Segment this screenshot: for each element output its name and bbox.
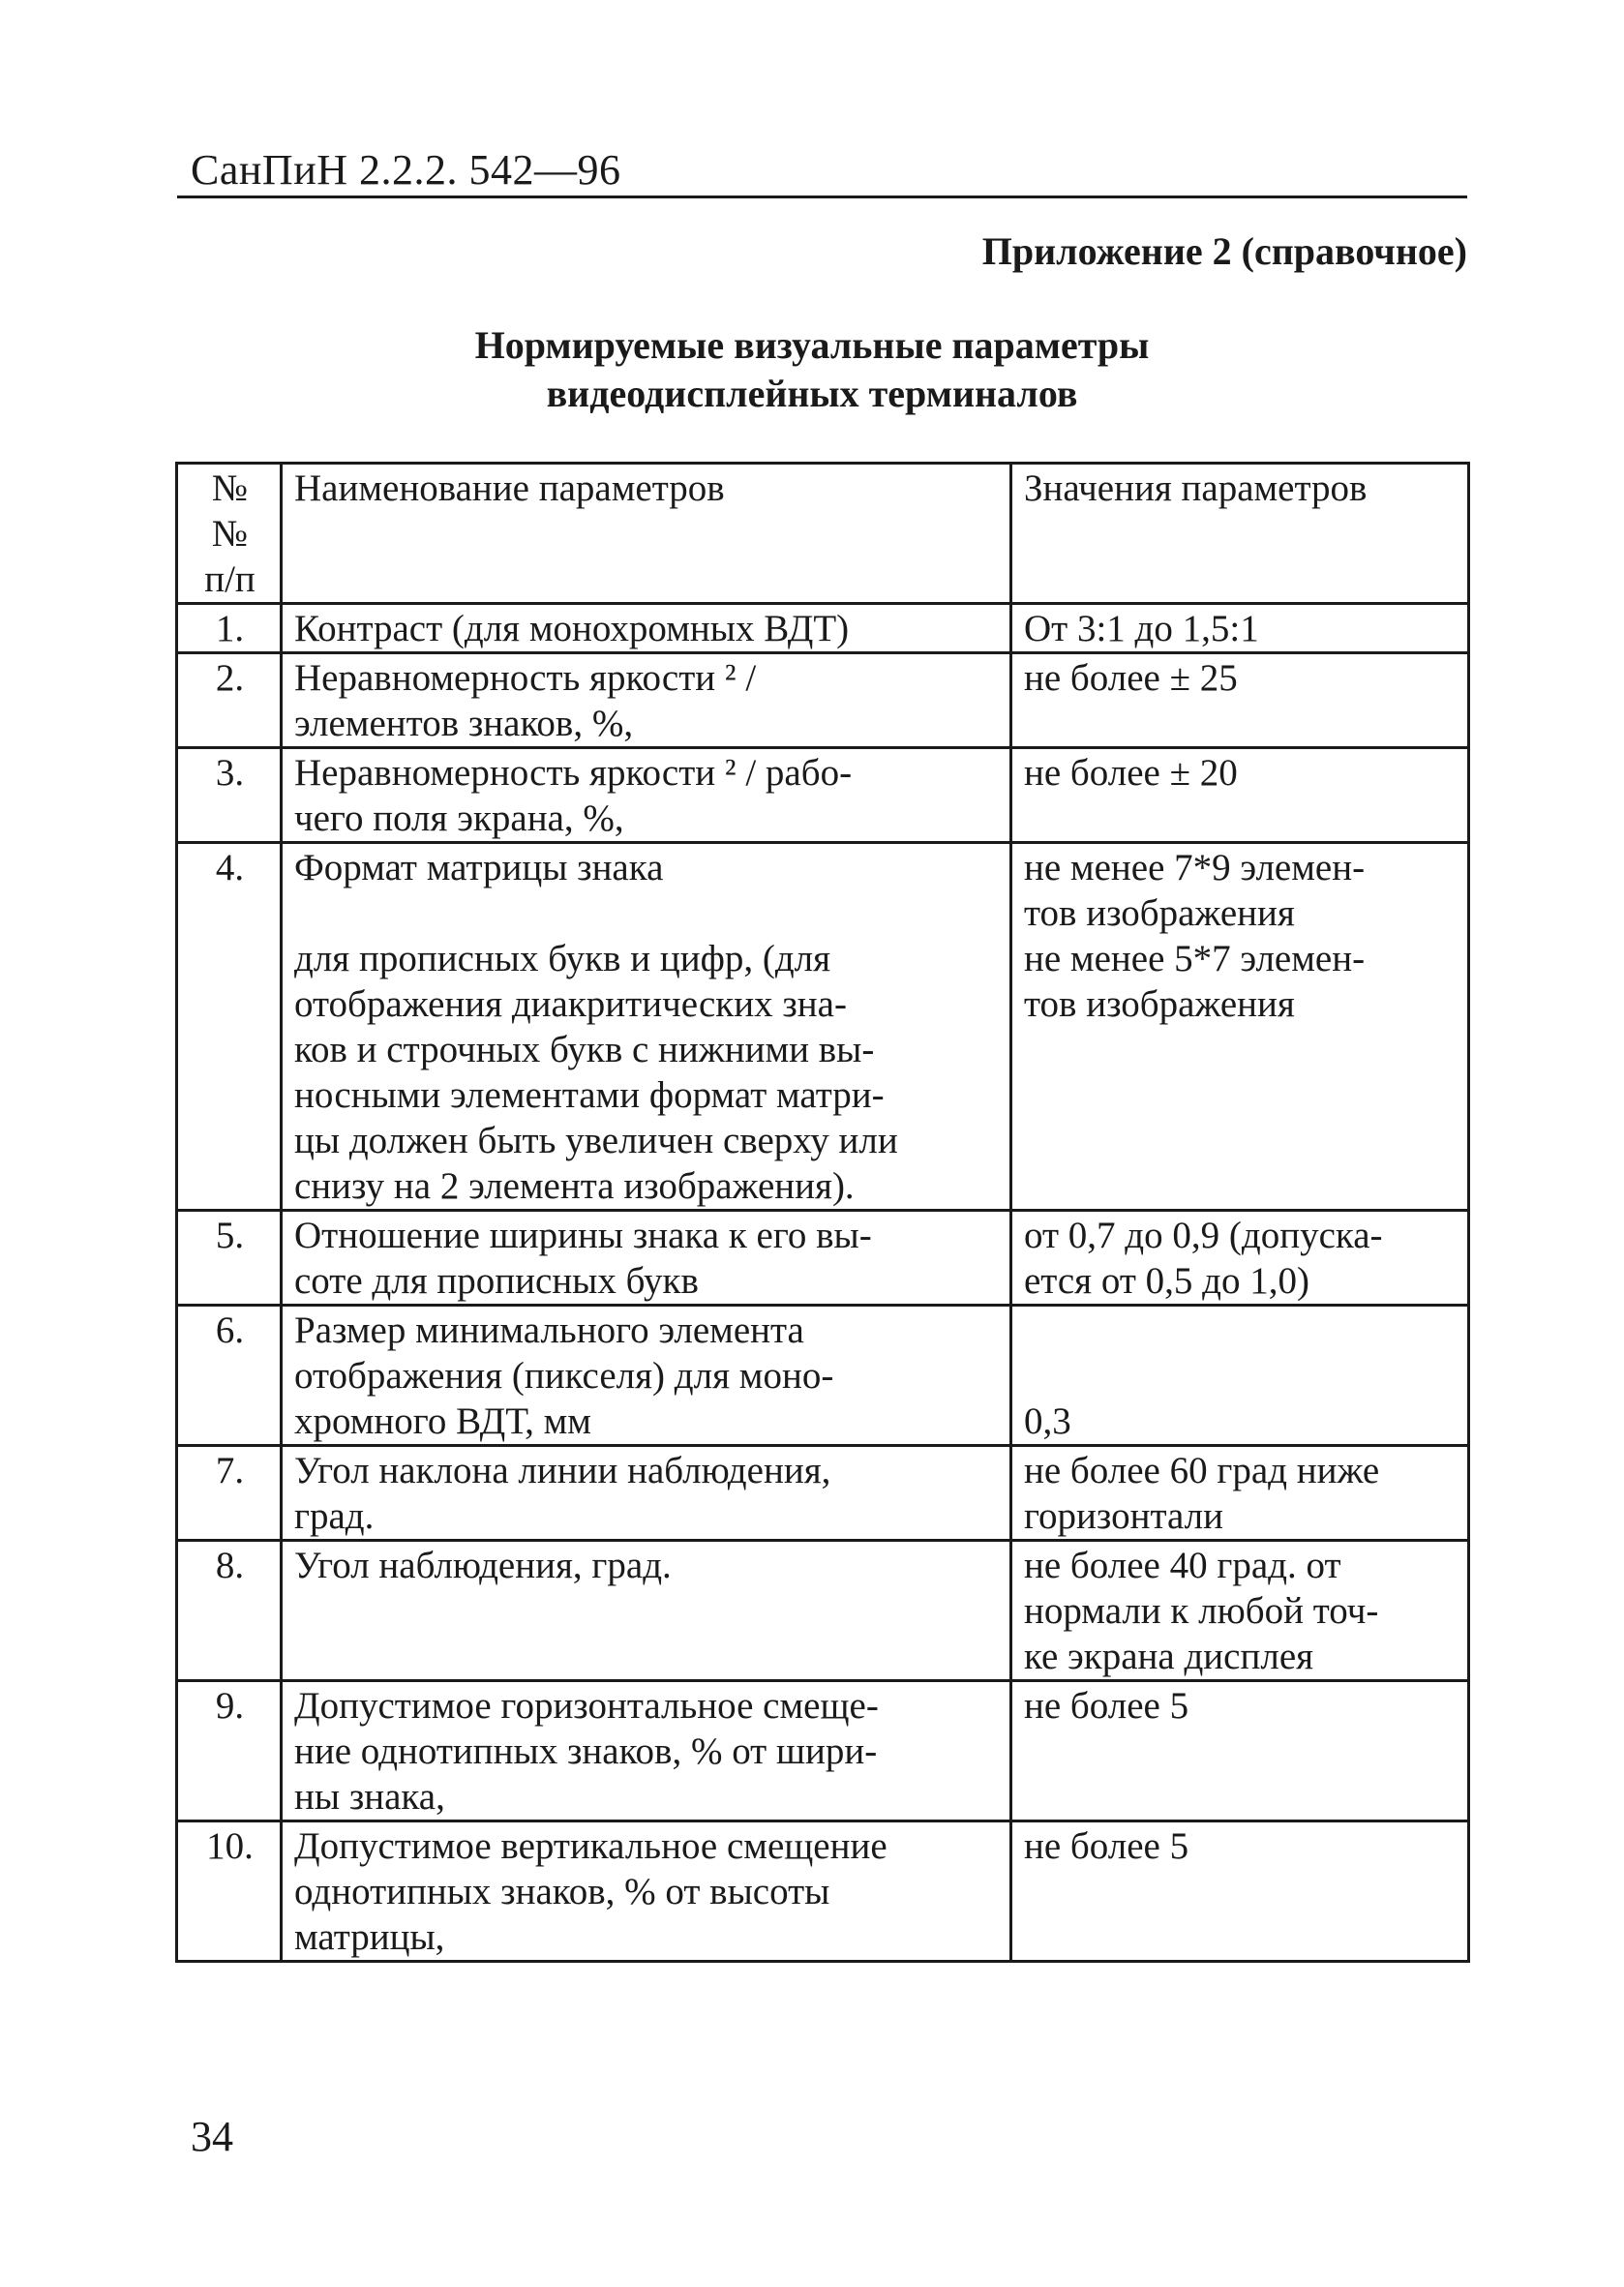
parameter-name-line: отображения (пикселя) для моно- (294, 1355, 834, 1397)
row-number: 5. (177, 1211, 282, 1306)
parameter-name (282, 604, 1011, 653)
parameter-name-line: Неравномерность яркости ² / (294, 657, 757, 699)
parameter-name-line: ны знака, (294, 1776, 445, 1818)
parameter-name-line: снизу на 2 элемента изображения). (294, 1165, 855, 1207)
row-number: 7. (177, 1446, 282, 1541)
table-row (177, 1446, 1469, 1541)
parameter-value-line: От 3:1 до 1,5:1 (1024, 608, 1259, 649)
parameter-name-line: Отношение ширины знака к его вы- (294, 1215, 872, 1256)
table-row (177, 1541, 1469, 1681)
row-number: 10. (177, 1821, 282, 1962)
parameter-name-line: хромного ВДТ, мм (294, 1400, 591, 1442)
parameter-name-line: град. (294, 1495, 375, 1537)
parameter-value-line: не более 40 град. от (1024, 1545, 1341, 1586)
parameter-value-line: не менее 7*9 элемен- (1024, 847, 1366, 888)
parameter-name (282, 1306, 1011, 1446)
parameter-value-line: тов изображения (1024, 983, 1295, 1025)
table-row (177, 1306, 1469, 1446)
parameter-value-line: тов изображения (1024, 892, 1295, 934)
parameter-name-line: Угол наблюдения, град. (294, 1545, 672, 1586)
parameter-name-line: соте для прописных букв (294, 1260, 699, 1302)
header-number-line: № (211, 513, 249, 555)
parameter-value-line: ется от 0,5 до 1,0) (1024, 1260, 1309, 1302)
parameter-value-line: ке экрана дисплея (1024, 1636, 1314, 1677)
parameter-name-line: цы должен быть увеличен сверху или (294, 1120, 898, 1161)
header-number-line: п/п (204, 558, 256, 600)
table-row (177, 604, 1469, 653)
header-number-line: № (211, 467, 249, 509)
parameter-value (1011, 1821, 1469, 1962)
parameter-name-line: ков и строчных букв с нижними вы- (294, 1029, 875, 1070)
title-line-1: Нормируемые визуальные параметры (474, 323, 1150, 367)
parameter-name-line: Допустимое горизонтальное смеще- (294, 1685, 879, 1727)
parameter-name (282, 1446, 1011, 1541)
parameter-value (1011, 1681, 1469, 1821)
parameter-value-line: от 0,7 до 0,9 (допуска- (1024, 1215, 1383, 1256)
document-code: СанПиН 2.2.2. 542—96 (191, 146, 621, 194)
row-number: 6. (177, 1306, 282, 1446)
row-number: 8. (177, 1541, 282, 1681)
parameter-name-line: носными элементами формат матри- (294, 1074, 885, 1116)
row-number: 9. (177, 1681, 282, 1821)
parameter-name-line: для прописных букв и цифр, (для (294, 938, 831, 979)
header-name-cell: Наименование параметров (282, 464, 1011, 604)
parameter-name (282, 748, 1011, 843)
parameter-value (1011, 1306, 1469, 1446)
table-row (177, 653, 1469, 748)
parameter-value-line: не более 5 (1024, 1825, 1189, 1867)
table-row (177, 1211, 1469, 1306)
parameters-table (175, 462, 1470, 1963)
parameter-name (282, 1541, 1011, 1681)
parameter-value (1011, 1211, 1469, 1306)
page-number: 34 (191, 2113, 233, 2160)
parameter-name (282, 1681, 1011, 1821)
table-row (177, 843, 1469, 1211)
parameter-value (1011, 653, 1469, 748)
parameter-name (282, 653, 1011, 748)
row-number: 2. (177, 653, 282, 748)
table-row (177, 1681, 1469, 1821)
parameter-value-line: не более 60 град ниже (1024, 1450, 1380, 1491)
parameter-name-line: однотипных знаков, % от высоты (294, 1871, 830, 1912)
header-number-cell (177, 464, 282, 604)
parameter-value-line: нормали к любой точ- (1024, 1590, 1379, 1632)
table-header-row (177, 464, 1469, 604)
parameter-name (282, 843, 1011, 1211)
parameter-name (282, 1821, 1011, 1962)
table-row (177, 748, 1469, 843)
parameter-value (1011, 843, 1469, 1211)
header-divider (177, 196, 1467, 198)
parameter-name-line: отображения диакритических зна- (294, 983, 847, 1025)
row-number: 3. (177, 748, 282, 843)
parameter-name-line: элементов знаков, %, (294, 703, 634, 744)
parameter-name-line: Формат матрицы знака (294, 847, 664, 888)
parameter-value-line: не более 5 (1024, 1685, 1189, 1727)
parameter-value (1011, 1446, 1469, 1541)
parameter-value-line: 0,3 (1024, 1400, 1071, 1442)
parameter-name-line: Размер минимального элемента (294, 1309, 804, 1351)
row-number: 1. (177, 604, 282, 653)
parameter-name-line: Угол наклона линии наблюдения, (294, 1450, 831, 1491)
parameter-name-line: чего поля экрана, %, (294, 797, 624, 839)
parameter-name-line: Контраст (для монохромных ВДТ) (294, 608, 850, 649)
parameter-value (1011, 748, 1469, 843)
parameter-name (282, 1211, 1011, 1306)
header-value-cell: Значения параметров (1011, 464, 1469, 604)
title-line-2: видеодисплейных терминалов (546, 372, 1078, 415)
table-row (177, 1821, 1469, 1962)
parameter-name-line: Допустимое вертикальное смещение (294, 1825, 887, 1867)
row-number: 4. (177, 843, 282, 1211)
appendix-label: Приложение 2 (справочное) (981, 229, 1467, 273)
parameter-value-line: не более ± 20 (1024, 752, 1238, 794)
parameter-value-line: не менее 5*7 элемен- (1024, 938, 1366, 979)
parameter-name-line: матрицы, (294, 1916, 445, 1958)
parameter-value-line: горизонтали (1024, 1495, 1223, 1537)
parameter-value-line: не более ± 25 (1024, 657, 1238, 699)
parameter-value (1011, 1541, 1469, 1681)
parameter-name-line: Неравномерность яркости ² / рабо- (294, 752, 853, 794)
blank-line (294, 890, 1000, 936)
document-title (0, 321, 1624, 418)
parameter-name-line: ние однотипных знаков, % от шири- (294, 1730, 878, 1772)
parameter-value (1011, 604, 1469, 653)
